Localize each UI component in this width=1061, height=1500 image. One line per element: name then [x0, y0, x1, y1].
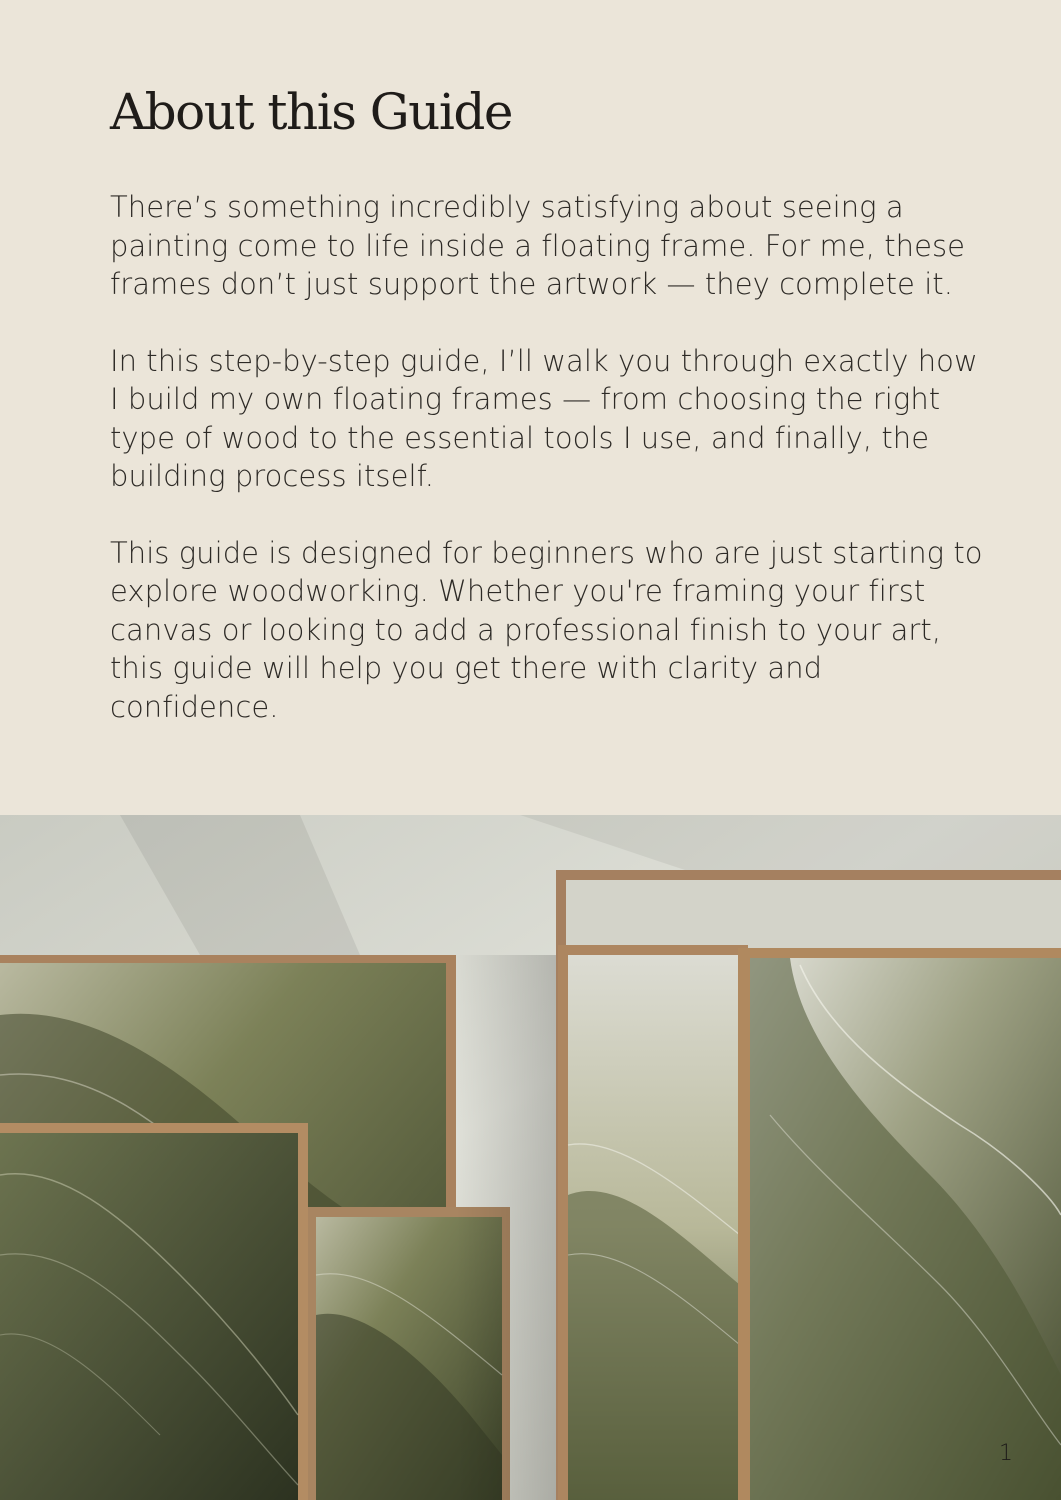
frame-front-right: [738, 948, 1061, 1500]
paragraph-overview: In this step-by-step guide, I’ll walk you through exactly how I build my own floating frames — from choosing the right type of wood to the essential tools I use, and finally, the building process itself.: [110, 343, 978, 493]
frame-front-left: [0, 1123, 308, 1500]
frame-middle-tall: [558, 945, 748, 1500]
page-title: About this Guide: [110, 83, 512, 141]
paragraph-intro: There’s something incredibly satisfying about seeing a painting come to life inside a floating frame. For me, these frames don’t just support the artwork — they complete it.: [110, 190, 966, 301]
text-section: [110, 72, 990, 764]
photo-illustration: [0, 815, 1061, 1500]
paragraph-audience: This guide is designed for beginners who are just starting to explore woodworking. Whether you're framing your first canvas or looking to add a professional finish to your art, this guide will help you get there with clarity and confidence.: [110, 535, 983, 724]
page-number: 1: [999, 1441, 1013, 1466]
framed-canvases-photo: [0, 815, 1061, 1500]
body-copy: [110, 188, 990, 726]
